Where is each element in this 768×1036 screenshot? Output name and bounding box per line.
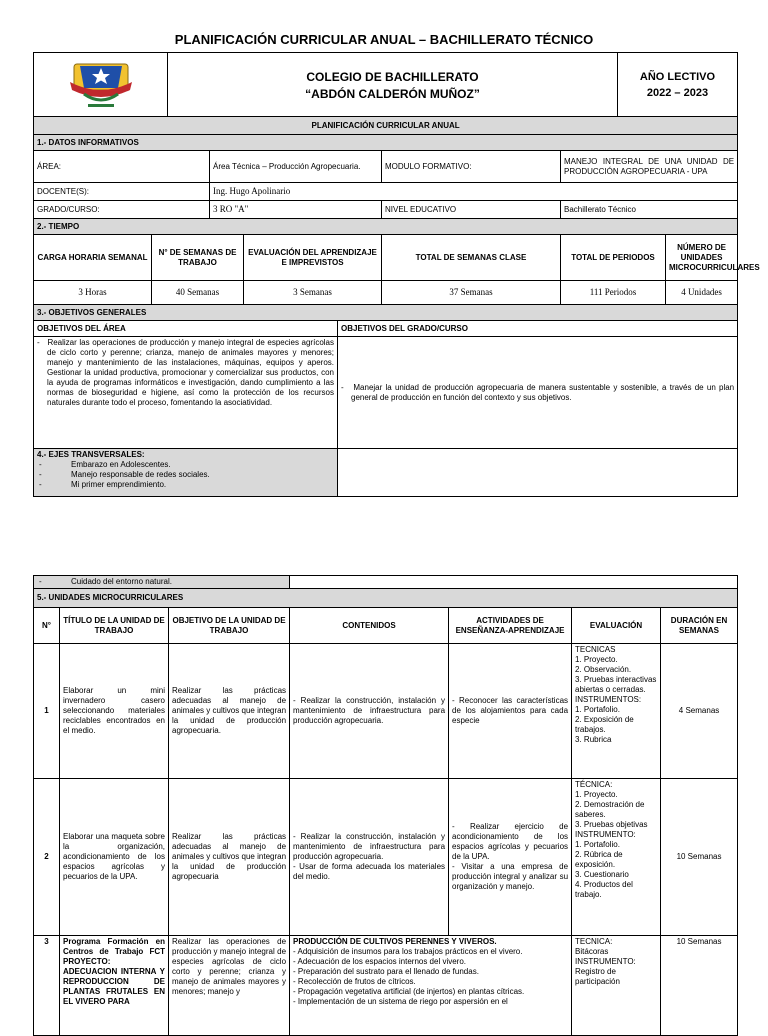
unit-title: Programa Formación en Centros de Trabajo FCT PROYECTO: ADECUACION INTERNA Y REPRODUCCION DE PLANTAS FRUTALES EN EL VIVERO PARA [60,936,169,1036]
modulo-label: MODULO FORMATIVO: [382,151,561,183]
time-header-semanas: N° DE SEMANAS DE TRABAJO [152,235,244,281]
info-table [33,116,760,497]
unit-contents: - Realizar la construcción, instalación y mantenimiento de infraestructura para producción agropecuaria. [290,644,449,779]
eje-continued-empty [290,576,738,589]
unit-duration: 10 Semanas [661,936,738,1036]
units-table [33,575,738,1036]
time-value-unidades: 4 Unidades [666,281,738,305]
units-header-objective: OBJETIVO DE LA UNIDAD DE TRABAJO [169,608,290,644]
school-crest-icon [66,54,136,114]
header-table [33,52,738,119]
ejes-empty-cell [338,449,738,497]
area-label: ÁREA: [34,151,210,183]
section-3-title: 3.- OBJETIVOS GENERALES [34,305,738,321]
section-5-title: 5.- UNIDADES MICROCURRICULARES [34,589,738,608]
school-year-value: 2022 – 2023 [646,86,709,99]
units-header-num: N° [34,608,60,644]
section-4-title: 4.- EJES TRANSVERSALES: [37,450,145,459]
unit-activities: - Realizar ejercicio de acondicionamiento de los espacios agrícolas y pecuarios de la UPA. - Visitar a una empresa de producción integral y analizar su organización y manejo. [449,779,572,936]
table-row [34,936,738,1036]
table-row [34,779,738,936]
time-value-carga: 3 Horas [34,281,152,305]
unit-number: 3 [34,936,60,1036]
area-value: Área Técnica – Producción Agropecuaria. [210,151,382,183]
eje-item: Manejo responsable de redes sociales. [71,470,210,479]
unit-contents: - Realizar la construcción, instalación y mantenimiento de infraestructura para producción agropecuaria. - Usar de forma adecuada los materiales del medio. [290,779,449,936]
docente-value: Ing. Hugo Apolinario [210,183,738,201]
eje-continued: - Cuidado del entorno natural. [34,576,290,589]
school-name-line1: COLEGIO DE BACHILLERATO [306,69,479,84]
objectives-area-text: - Realizar las operaciones de producción y manejo integral de especies agrícolas de ciclo corto y perenne; crianza, manejo de animales mayores y menores; manejo y mantenimiento de las instalaciones, máquinas, equipos y aperos. Gestionar la unidad productiva, promocionar y comercializar sus productos, con la ayuda de programas informáticos e investigación, dando cumplimiento a las normas de bioseguridad e higiene, así como la protección de los recursos naturales durante todo el proceso, fomentando la asociatividad. [34,337,338,449]
unit-objective: Realizar las prácticas adecuadas al manejo de animales y cultivos que integran la unidad de producción agropecuaria. [169,644,290,779]
grado-value: 3 RO "A" [210,201,382,219]
modulo-value: MANEJO INTEGRAL DE UNA UNIDAD DE PRODUCCIÓN AGROPECUARIA - UPA [561,151,738,183]
nivel-value: Bachillerato Técnico [561,201,738,219]
unit-activities: - Reconocer las características de los alojamientos para cada especie [449,644,572,779]
ejes-transversales: 4.- EJES TRANSVERSALES: - Embarazo en Adolescentes. - Manejo responsable de redes sociales. - Mi primer emprendimiento. [34,449,338,497]
time-header-evaluacion: EVALUACIÓN DEL APRENDIZAJE E IMPREVISTOS [244,235,382,281]
school-name-line2: “ABDÓN CALDERÓN MUÑOZ” [305,86,480,101]
school-logo [34,53,168,119]
time-header-periodos: TOTAL DE PERIODOS [561,235,666,281]
units-header-evaluation: EVALUACIÓN [572,608,661,644]
unit-evaluation: TECNICA: Bitácoras INSTRUMENTO: Registro de participación [572,936,661,1036]
time-value-periodos: 111 Periodos [561,281,666,305]
section-1-title: 1.- DATOS INFORMATIVOS [34,135,738,151]
unit-number: 2 [34,779,60,936]
table-row [34,644,738,779]
unit-title: Elaborar un mini invernadero casero seleccionando materiales reciclables encontrados en el medio. [60,644,169,779]
units-header-duration: DURACIÓN EN SEMANAS [661,608,738,644]
plan-title: PLANIFICACIÓN CURRICULAR ANUAL [34,117,738,135]
school-year-label: AÑO LECTIVO [639,71,716,84]
time-header-carga: CARGA HORARIA SEMANAL [34,235,152,281]
grado-label: GRADO/CURSO: [34,201,210,219]
docente-label: DOCENTE(S): [34,183,210,201]
eje-item: Mi primer emprendimiento. [71,480,167,489]
section-2-title: 2.- TIEMPO [34,219,738,235]
eje-item: Embarazo en Adolescentes. [71,460,171,469]
time-value-semanas: 40 Semanas [152,281,244,305]
unit-objective: Realizar las operaciones de producción y manejo integral de especies agrícolas de ciclo corto y perenne; crianza y manejo de animales mayores y menores; manejo y [169,936,290,1036]
unit-contents: PRODUCCIÓN DE CULTIVOS PERENNES Y VIVEROS. - Adquisición de insumos para los trabajos prácticos en el vivero. - Adecuación de los espacios internos del vivero. - Preparación del sustrato para el llenado de fundas. - Recolección de frutos de cítricos. - Propagación vegetativa artificial (de injertos) en plantas cítricas. - Implementación de un sistema de riego por aspersión en el [290,936,572,1036]
unit-title: Elaborar una maqueta sobre la organización, acondicionamiento de los espacios agrícolas y pecuarios de la UPA. [60,779,169,936]
units-header-title: TÍTULO DE LA UNIDAD DE TRABAJO [60,608,169,644]
eje-item: Cuidado del entorno natural. [71,577,172,586]
nivel-label: NIVEL EDUCATIVO [382,201,561,219]
unit-evaluation: TÉCNICA: 1. Proyecto. 2. Demostración de saberes. 3. Pruebas objetivas INSTRUMENTO: 1. Portafolio. 2. Rúbrica de exposición. 3. Cuestionario 4. Productos del trabajo. [572,779,661,936]
unit-number: 1 [34,644,60,779]
time-header-total-semanas: TOTAL DE SEMANAS CLASE [382,235,561,281]
time-value-total-semanas: 37 Semanas [382,281,561,305]
objectives-grado-text: - Manejar la unidad de producción agropecuaria de manera sustentable y sostenible, a través de un plan general de producción en función del contexto y sus objetivos. [338,337,738,449]
objectives-grado-header: OBJETIVOS DEL GRADO/CURSO [338,321,738,337]
objectives-area-header: OBJETIVOS DEL ÁREA [34,321,338,337]
unit-duration: 4 Semanas [661,644,738,779]
units-header-contents: CONTENIDOS [290,608,449,644]
document-title: PLANIFICACIÓN CURRICULAR ANUAL – BACHILLERATO TÉCNICO [174,32,594,47]
units-header-activities: ACTIVIDADES DE ENSEÑANZA-APRENDIZAJE [449,608,572,644]
unit-evaluation: TECNICAS 1. Proyecto. 2. Observación. 3. Pruebas interactivas abiertas o cerradas. INSTRUMENTOS: 1. Portafolio. 2. Exposición de trabajos. 3. Rubrica [572,644,661,779]
time-value-evaluacion: 3 Semanas [244,281,382,305]
time-header-unidades: NÚMERO DE UNIDADES MICROCURRICULARES [666,235,738,281]
unit-duration: 10 Semanas [661,779,738,936]
unit-objective: Realizar las prácticas adecuadas al manejo de animales y cultivos que integran la unidad de producción agropecuaria [169,779,290,936]
